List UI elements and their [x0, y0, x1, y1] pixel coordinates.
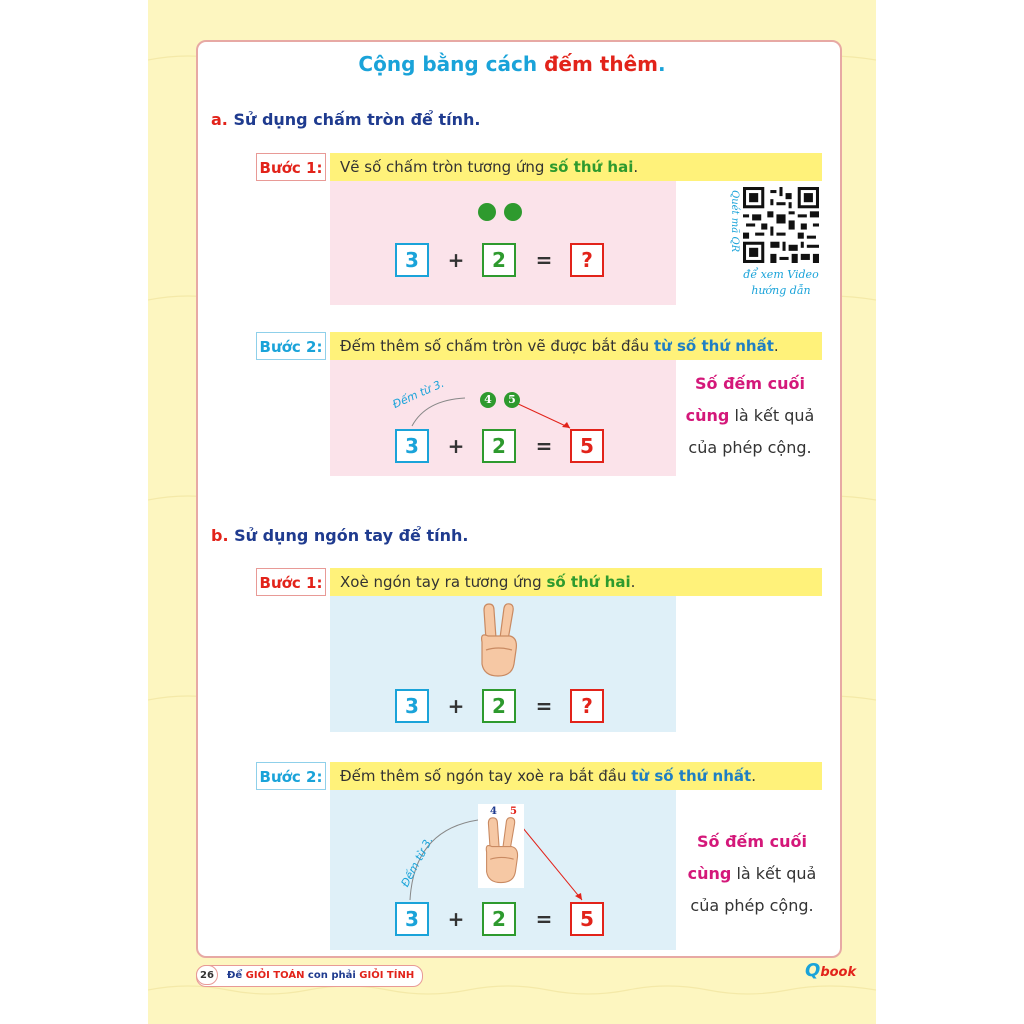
b-step2-tail: .: [751, 767, 756, 785]
a-step1-tail: .: [633, 158, 639, 176]
note-a-line1: Số đếm cuối: [695, 374, 805, 393]
equals-sign: =: [535, 434, 553, 458]
a-step1-panel: [330, 181, 676, 305]
green-dot: [504, 203, 522, 221]
section-b-text: Sử dụng ngón tay để tính.: [234, 526, 469, 545]
section-a-heading: [211, 110, 480, 129]
a-step1-text: Vẽ số chấm tròn tương ứng: [340, 158, 550, 176]
a-step1-label: Bước 1:: [256, 153, 326, 181]
plus-sign: +: [447, 907, 465, 931]
a-step2-panel: [330, 360, 676, 476]
section-b-letter: b.: [211, 526, 229, 545]
b-step1-bar: [330, 568, 822, 596]
count-from-label: Đếm từ 3.: [390, 376, 447, 411]
a-step1-emphasis: số thứ hai: [549, 158, 634, 176]
plus-sign: +: [447, 434, 465, 458]
note-b-line2: là kết quả: [731, 864, 817, 883]
hand-image-frame: [478, 804, 524, 888]
b-step2-label: Bước 2:: [256, 762, 326, 790]
first-addend-box: 3: [395, 902, 429, 936]
equals-sign: =: [535, 694, 553, 718]
b-step1-label: Bước 1:: [256, 568, 326, 596]
finger-number-5: 5: [510, 806, 517, 817]
a-step2-tail: .: [773, 337, 779, 355]
qr-caption-line2: hướng dẫn: [751, 284, 811, 297]
count-dot-4: 4: [480, 392, 496, 408]
section-b-heading: [211, 526, 468, 545]
equals-sign: =: [535, 907, 553, 931]
note-b-line2-em: cùng: [687, 864, 732, 883]
second-addend-box: 2: [482, 689, 516, 723]
a-step2-bar: [330, 332, 822, 360]
equals-sign: =: [535, 248, 553, 272]
footer-slogan: [196, 965, 423, 987]
plus-sign: +: [447, 248, 465, 272]
note-b-line1: Số đếm cuối: [697, 832, 807, 851]
qr-caption-line1: để xem Video: [743, 268, 819, 281]
b-step1-emphasis: số thứ hai: [546, 573, 631, 591]
result-box: ?: [570, 243, 604, 277]
footer-slogan-part1: Để: [227, 970, 246, 981]
result-box: 5: [570, 429, 604, 463]
footer-slogan-part2: GIỎI TOÁN: [245, 970, 305, 981]
footer-slogan-part4: GIỎI TÍNH: [359, 970, 415, 981]
b-step1-text: Xoè ngón tay ra tương ứng: [340, 573, 547, 591]
b-step2-emphasis: từ số thứ nhất: [631, 767, 752, 785]
page-title: [0, 52, 1024, 76]
plus-sign: +: [447, 694, 465, 718]
second-addend-box: 2: [482, 243, 516, 277]
result-box: 5: [570, 902, 604, 936]
note-b-line3: của phép cộng.: [690, 896, 814, 915]
title-highlight: đếm thêm: [544, 52, 658, 76]
page-number: 26: [196, 965, 218, 985]
first-addend-box: 3: [395, 243, 429, 277]
qr-code-icon[interactable]: [743, 187, 819, 263]
title-text: Cộng bằng cách: [358, 52, 545, 76]
b-step2-text: Đếm thêm số ngón tay xoè ra bắt đầu: [340, 767, 632, 785]
count-from-label: Đếm từ 3.: [398, 834, 436, 889]
two-fingers-hand-icon: [480, 816, 522, 888]
count-dot-5: 5: [504, 392, 520, 408]
first-addend-box: 3: [395, 429, 429, 463]
note-a-line2: là kết quả: [729, 406, 815, 425]
a-step1-bar: [330, 153, 822, 181]
green-dot: [478, 203, 496, 221]
finger-number-4: 4: [490, 806, 497, 817]
b-step1-tail: .: [630, 573, 636, 591]
b-step2-panel: [330, 790, 676, 950]
note-a-line3: của phép cộng.: [688, 438, 812, 457]
a-step2-emphasis: từ số thứ nhất: [653, 337, 774, 355]
publisher-logo: [805, 960, 856, 981]
section-a-text: Sử dụng chấm tròn để tính.: [233, 110, 481, 129]
result-box: ?: [570, 689, 604, 723]
first-addend-box: 3: [395, 689, 429, 723]
b-step2-bar: [330, 762, 822, 790]
two-fingers-hand-icon: [476, 602, 520, 682]
second-addend-box: 2: [482, 429, 516, 463]
a-step2-text: Đếm thêm số chấm tròn vẽ được bắt đầu: [340, 337, 654, 355]
logo-main: Q: [805, 960, 821, 981]
note-b: [672, 826, 832, 922]
note-a: [670, 368, 830, 464]
footer-slogan-part3: con phải: [304, 970, 360, 981]
section-a-letter: a.: [211, 110, 228, 129]
b-step1-panel: [330, 596, 676, 732]
qr-side-text: Quét mã QR: [729, 190, 740, 253]
a-step2-label: Bước 2:: [256, 332, 326, 360]
title-period: .: [657, 52, 666, 76]
note-a-line2-em: cùng: [685, 406, 730, 425]
logo-sub: book: [820, 965, 857, 980]
second-addend-box: 2: [482, 902, 516, 936]
